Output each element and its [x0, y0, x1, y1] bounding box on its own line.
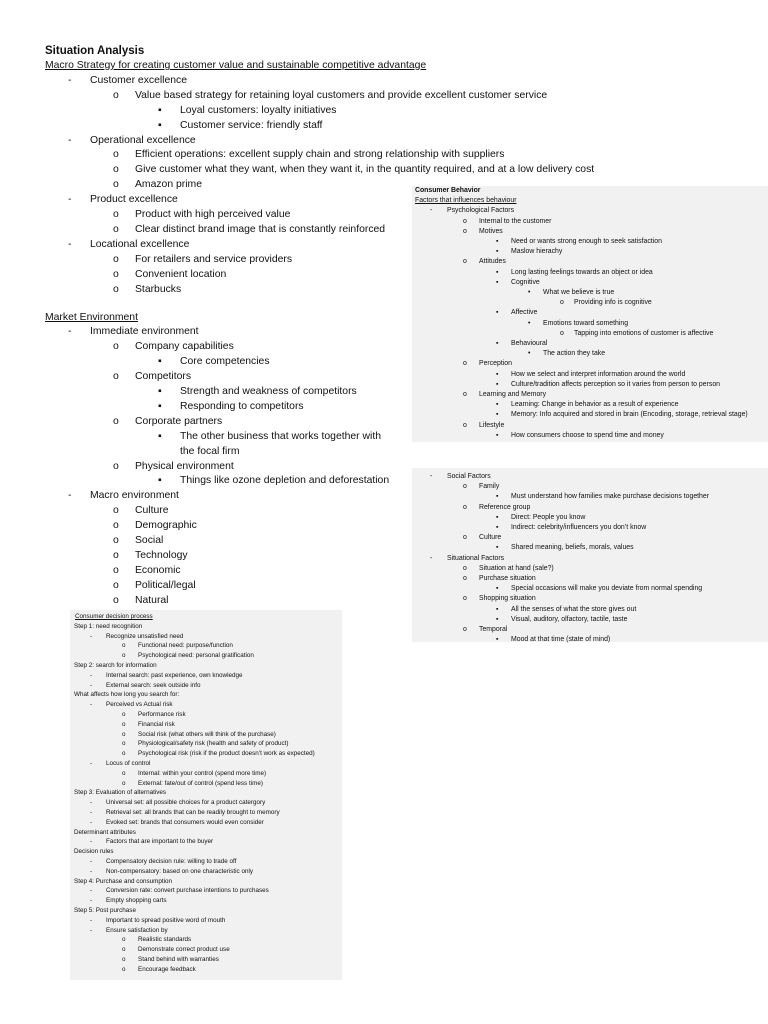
list-item: ▪ Maslow hierachy	[412, 247, 768, 257]
list-item: ▪ Strength and weakness of competitors	[45, 385, 425, 400]
list-item: - Macro environment	[45, 489, 425, 504]
list-item: o Demonstrate correct product use	[70, 945, 342, 955]
decision-process-title: Consumer decision process	[75, 613, 153, 620]
list-item: o Economic	[45, 564, 425, 579]
list-item: ▪ Special occasions will make you deviate from normal spending	[412, 584, 768, 594]
list-item: o Company capabilities	[45, 340, 425, 355]
list-item: o Realistic standards	[70, 935, 342, 945]
list-item: - Recognize unsatisfied need	[70, 632, 342, 642]
list-item: - Locus of control	[70, 759, 342, 769]
list-item: ▪ The other business that works together with	[45, 430, 425, 445]
list-item: - Ensure satisfaction by	[70, 926, 342, 936]
document-title: Situation Analysis	[45, 45, 145, 57]
social-situational-factors-section	[412, 468, 768, 642]
list-item: ▪ Must understand how families make purchase decisions together	[412, 492, 768, 502]
list-item: - Non-compensatory: based on one characteristic only	[70, 867, 342, 877]
list-item: • What we believe is true	[412, 288, 768, 298]
list-item: o Convenient location	[45, 268, 425, 283]
list-item: o Amazon prime	[45, 178, 425, 193]
list-item: - Psychological Factors	[412, 206, 768, 216]
consumer-behavior-section	[412, 186, 768, 442]
list-item: o Encourage feedback	[70, 965, 342, 975]
list-item: - Operational excellence	[45, 134, 425, 149]
list-item: ▪ Responding to competitors	[45, 400, 425, 415]
list-item: o Financial risk	[70, 720, 342, 730]
list-item: • Emotions toward something	[412, 319, 768, 329]
list-item: Step 2: search for information	[74, 661, 157, 669]
list-item: o Corporate partners	[45, 415, 425, 430]
list-item: - Conversion rate: convert purchase intentions to purchases	[70, 886, 342, 896]
list-item: o Family	[412, 482, 768, 492]
list-item: o Psychological need: personal gratification	[70, 651, 342, 661]
list-item: o Technology	[45, 549, 425, 564]
list-item: o Performance risk	[70, 710, 342, 720]
list-item: - Immediate environment	[45, 325, 425, 340]
list-item: ▪ Customer service: friendly staff	[45, 119, 425, 134]
list-item: o Stand behind with warranties	[70, 955, 342, 965]
list-item: ▪ Loyal customers: loyalty initiatives	[45, 104, 425, 119]
list-item: ▪ Cognitive	[412, 278, 768, 288]
list-item: - Empty shopping carts	[70, 896, 342, 906]
list-item: o For retailers and service providers	[45, 253, 425, 268]
list-item: ▪ Core competencies	[45, 355, 425, 370]
list-item: - Customer excellence	[45, 74, 425, 89]
list-item: the focal firm	[180, 445, 240, 457]
list-item: ▪ Long lasting feelings towards an object or idea	[412, 268, 768, 278]
list-item: o Reference group	[412, 503, 768, 513]
list-item: ▪ Shared meaning, beliefs, morals, values	[412, 543, 768, 553]
list-item: o Physical environment	[45, 460, 425, 475]
list-item: Determinant attributes	[74, 828, 136, 836]
list-item: o Internal to the customer	[412, 217, 768, 227]
list-item: o Efficient operations: excellent supply chain and strong relationship with suppliers	[45, 148, 425, 163]
list-item: ▪ Culture/tradition affects perception so it varies from person to person	[412, 380, 768, 390]
list-item: - Compensatory decision rule: willing to trade off	[70, 857, 342, 867]
list-item: o Psychological risk (risk if the product doesn’t work as expected)	[70, 749, 342, 759]
list-item: - Important to spread positive word of mouth	[70, 916, 342, 926]
list-item: o Motives	[412, 227, 768, 237]
list-item: Step 4: Purchase and consumption	[74, 877, 173, 885]
list-item: ▪ All the senses of what the store gives out	[412, 605, 768, 615]
list-item: o Demographic	[45, 519, 425, 534]
list-item: ▪ Need or wants strong enough to seek satisfaction	[412, 237, 768, 247]
list-item: - Evoked set: brands that consumers would even consider	[70, 818, 342, 828]
list-item: - Retrieval set: all brands that can be readily brought to memory	[70, 808, 342, 818]
list-item: What affects how long you search for:	[74, 691, 180, 699]
list-item: o Product with high perceived value	[45, 208, 425, 223]
list-item: o Perception	[412, 359, 768, 369]
list-item: Step 1: need recognition	[74, 622, 143, 630]
list-item: ▪ Memory: Info acquired and stored in brain (Encoding, storage, retrieval stage)	[412, 410, 768, 420]
list-item: o Learning and Memory	[412, 390, 768, 400]
list-item: o Value based strategy for retaining loyal customers and provide excellent customer service	[45, 89, 425, 104]
list-item: o Culture	[412, 533, 768, 543]
list-item: o Providing info is cognitive	[412, 298, 768, 308]
list-item: ▪ Visual, auditory, olfactory, tactile, taste	[412, 615, 768, 625]
list-item: - Universal set: all possible choices for a product catergory	[70, 798, 342, 808]
list-item: Decision rules	[74, 848, 114, 856]
list-item: o Natural	[45, 594, 425, 609]
list-item: - Social Factors	[412, 472, 768, 482]
macro-strategy-heading: Macro Strategy for creating customer value and sustainable competitive advantage	[45, 60, 427, 71]
list-item: o Clear distinct brand image that is constantly reinforced	[45, 223, 425, 238]
list-item: o Physiological/safety risk (health and safety of product)	[70, 739, 342, 749]
list-item: - Product excellence	[45, 193, 425, 208]
list-item: o Attitudes	[412, 257, 768, 267]
list-item: o Tapping into emotions of customer is affective	[412, 329, 768, 339]
list-item: • The action they take	[412, 349, 768, 359]
list-item: Step 3: Evaluation of alternatives	[74, 789, 167, 797]
list-item: o Competitors	[45, 370, 425, 385]
list-item: ▪ How we select and interpret information around the world	[412, 370, 768, 380]
list-item: o Internal: within your control (spend more time)	[70, 769, 342, 779]
list-item: - Situational Factors	[412, 554, 768, 564]
list-item: ▪ Things like ozone depletion and deforestation	[45, 474, 425, 489]
list-item: ▪ Direct: People you know	[412, 513, 768, 523]
consumer-behavior-title: Consumer Behavior	[415, 187, 481, 194]
list-item: o External: fate/out of control (spend less time)	[70, 779, 342, 789]
list-item: ▪ Affective	[412, 308, 768, 318]
list-item: o Situation at hand (sale?)	[412, 564, 768, 574]
list-item: - Factors that are important to the buyer	[70, 837, 342, 847]
list-item: ▪ Mood at that time (state of mind)	[412, 635, 768, 645]
list-item: o Lifestyle	[412, 421, 768, 431]
list-item: o Temporal	[412, 625, 768, 635]
list-item: o Functional need: purpose/function	[70, 641, 342, 651]
list-item: o Purchase situation	[412, 574, 768, 584]
list-item: - Internal search: past experience, own knowledge	[70, 671, 342, 681]
list-item: o Shopping situation	[412, 594, 768, 604]
list-item: o Give customer what they want, when they want it, in the quantity required, and at a low delivery cost	[45, 163, 425, 178]
market-environment-heading: Market Environment	[45, 311, 138, 323]
list-item: - External search: seek outside info	[70, 681, 342, 691]
list-item: Step 5: Post purchase	[74, 906, 136, 914]
consumer-behavior-subtitle: Factors that influences behaviour	[415, 197, 517, 205]
list-item: - Perceived vs Actual risk	[70, 700, 342, 710]
list-item: o Political/legal	[45, 579, 425, 594]
list-item: ▪ Indirect: celebrity/influencers you don’t know	[412, 523, 768, 533]
consumer-decision-process-section	[70, 610, 342, 980]
list-item: - Locational excellence	[45, 238, 425, 253]
list-item: ▪ Behavioural	[412, 339, 768, 349]
list-item: o Culture	[45, 504, 425, 519]
list-item: ▪ Learning: Change in behavior as a result of experience	[412, 400, 768, 410]
list-item: ▪ How consumers choose to spend time and money	[412, 431, 768, 441]
list-item: o Social	[45, 534, 425, 549]
list-item: o Social risk (what others will think of the purchase)	[70, 730, 342, 740]
list-item: o Starbucks	[45, 283, 425, 298]
